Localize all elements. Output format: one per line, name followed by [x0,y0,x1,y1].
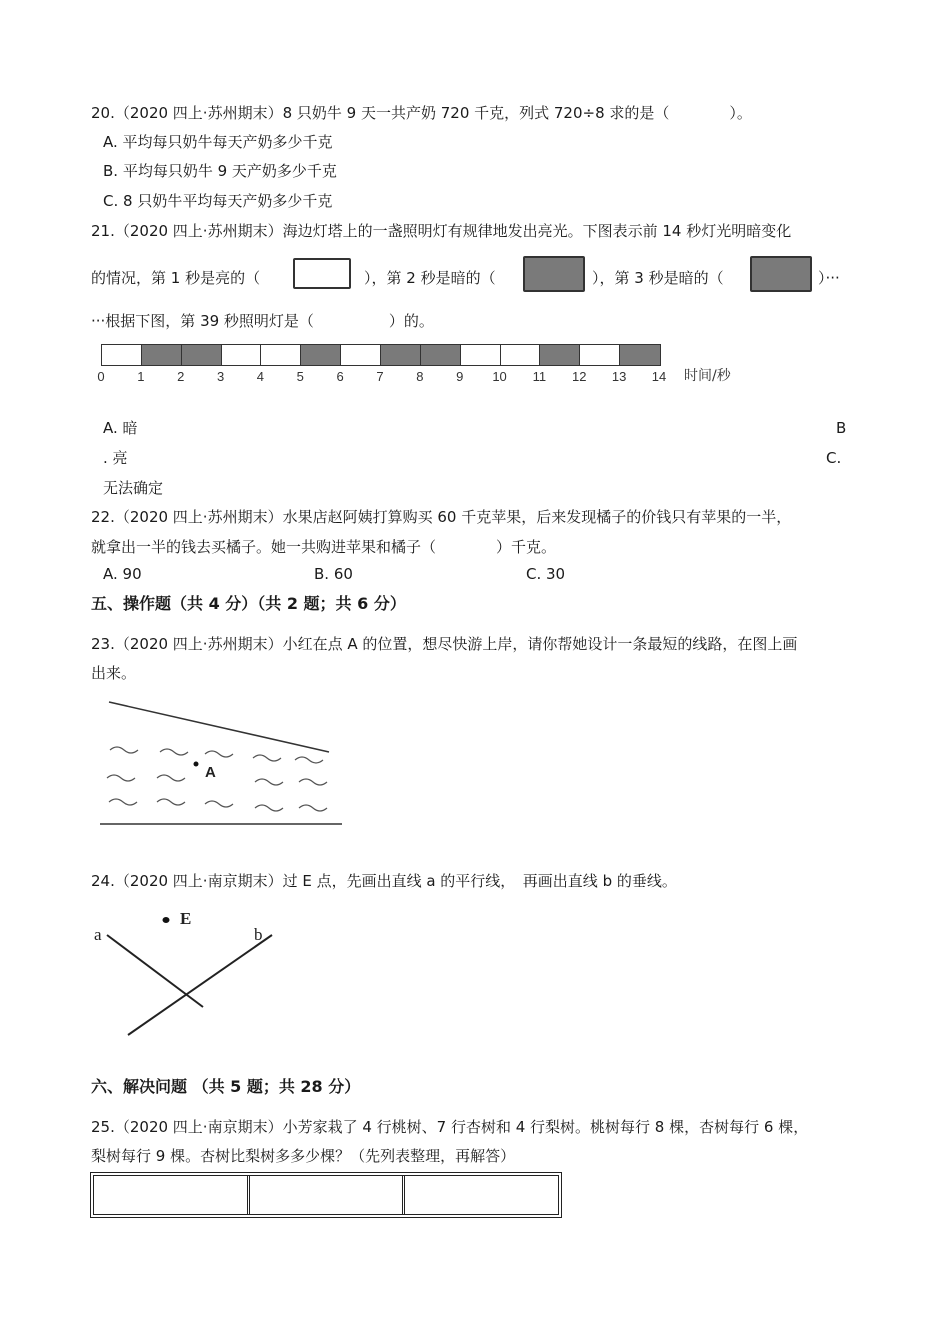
q21-line3: ···根据下图，第 39 秒照明灯是（ ）的。 [91,312,434,330]
q23-line1: 23.（2020 四上·苏州期末）小红在点 A 的位置，想尽快游上岸，请你帮她设计一条最短的线路，在图上画 [91,635,798,653]
timeline-second-dark [182,345,222,365]
timeline-second-dark [142,345,182,365]
line-b-label: b [254,925,263,944]
section-heading-5: 五、操作题（共 4 分）（共 2 题；共 6 分） [91,594,406,613]
timeline-tick-label: 4 [256,369,265,384]
point-e-dot [163,917,170,923]
axis-label: 时间/秒 [684,368,731,384]
timeline-tick-label: 1 [137,369,145,384]
timeline-second-bright [102,345,142,365]
timeline-tick-label: 8 [416,369,424,384]
light-box-bright [293,258,351,289]
timeline-second-bright [461,345,501,365]
timeline-tick-label: 6 [336,369,344,384]
point-a-label: A [205,764,216,781]
q21-line2b: ），第 2 秒是暗的（ [364,269,496,287]
answer-table-cell[interactable] [250,1176,406,1214]
timeline-tick-label: 10 [492,369,507,384]
timeline-second-dark [381,345,421,365]
line-a-label: a [94,925,102,944]
section-heading-6: 六、解决问题 （共 5 题；共 28 分） [91,1077,361,1096]
timeline-tick-label: 2 [177,369,185,384]
q23-line2: 出来。 [91,664,137,682]
timeline-second-dark [421,345,461,365]
timeline-second-bright [580,345,620,365]
timeline-ticks [0,369,950,387]
timeline-second-dark [301,345,341,365]
q22-option-a: A. 90 [103,565,142,583]
timeline-tick-label: 3 [216,369,225,384]
timeline-second-dark [540,345,580,365]
q21-option-c-text: 无法确定 [103,479,164,497]
timeline-tick-label: 14 [651,369,667,384]
q21-option-a: A. 暗 [103,419,138,437]
timeline-second-bright [341,345,381,365]
timeline-tick-label: 13 [611,369,627,384]
answer-table-cell[interactable] [94,1176,250,1214]
timeline-second-dark [620,345,660,365]
q20-option-a: A. 平均每只奶牛每天产奶多少千克 [103,133,333,151]
q22-line1: 22.（2020 四上·苏州期末）水果店赵阿姨打算购买 60 千克苹果，后来发现橘子的价钱只有苹果的一半， [91,508,792,526]
water-waves [107,747,327,811]
dark-box-second [523,256,585,292]
timeline-tick-label: 9 [456,369,464,384]
answer-table-cell[interactable] [405,1176,558,1214]
line-b [128,935,272,1035]
q21-line1: 21.（2020 四上·苏州期末）海边灯塔上的一盏照明灯有规律地发出亮光。下图表示前 14 秒灯光明暗变化 [91,222,792,240]
q25-line2: 梨树每行 9 棵。杏树比梨树多多少棵？（先列表整理，再解答） [91,1147,516,1165]
q22-option-b: B. 60 [314,565,353,583]
shore-upper [109,702,329,752]
timeline-tick-label: 7 [376,369,384,384]
q20-option-b: B. 平均每只奶牛 9 天产奶多少千克 [103,162,337,180]
timeline-second-bright [261,345,301,365]
q22-option-c: C. 30 [526,565,566,583]
point-e-label: E [180,909,192,928]
line-a [107,935,203,1007]
answer-table [90,1172,562,1218]
timeline-second-bright [501,345,541,365]
q21-option-b-text: . 亮 [103,449,128,467]
point-a-dot [194,762,199,767]
q25-line1: 25.（2020 四上·南京期末）小芳家栽了 4 行桃树、7 行杏树和 4 行梨树。桃树每行 8 棵，杏树每行 6 棵， [91,1118,809,1136]
timeline-tick-label: 0 [97,369,105,384]
river-diagram [95,698,350,830]
q21-option-c-letter: C. [826,449,842,467]
q21-option-b-letter: B [836,419,847,437]
timeline-tick-label: 12 [572,369,587,384]
light-timeline [101,344,661,366]
q21-line2d: ）··· [818,269,840,287]
q21-line2a: 的情况，第 1 秒是亮的（ [91,269,261,287]
dark-box-third [750,256,812,292]
timeline-tick-label: 11 [532,369,547,384]
q21-line2c: ），第 3 秒是暗的（ [592,269,724,287]
timeline-tick-label: 5 [296,369,304,384]
q20-option-c: C. 8 只奶牛平均每天产奶多少千克 [103,192,333,210]
q22-line2: 就拿出一半的钱去买橘子。她一共购进苹果和橘子（ ）千克。 [91,538,557,556]
q24-stem: 24.（2020 四上·南京期末）过 E 点，先画出直线 a 的平行线， 再画出直线 b 的垂线。 [91,872,677,890]
timeline-second-bright [222,345,262,365]
q20-stem: 20.（2020 四上·苏州期末）8 只奶牛 9 天一共产奶 720 千克，列式 720÷8 求的是（ ）。 [91,104,752,122]
